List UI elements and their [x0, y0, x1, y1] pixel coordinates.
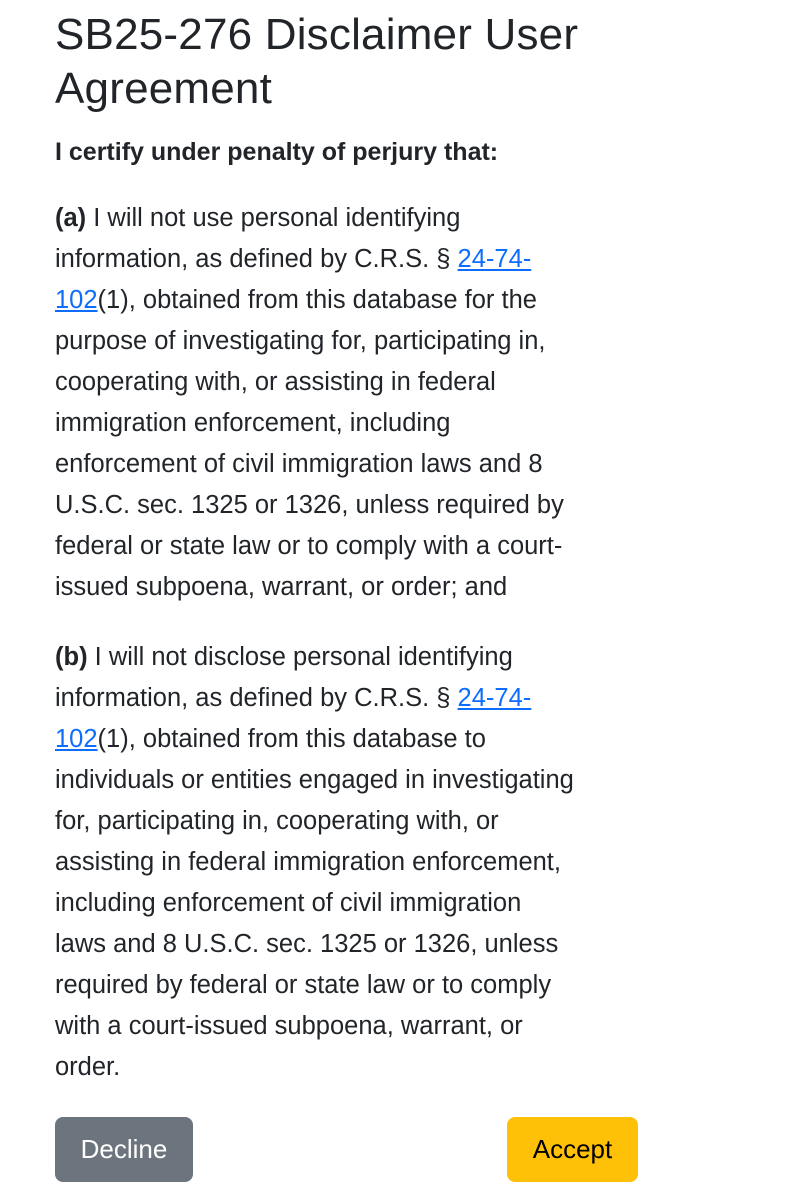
clause-line: U.S.C. sec. 1325 or 1326, unless required by	[55, 491, 564, 519]
page-title	[55, 8, 578, 116]
clause-line	[55, 678, 574, 719]
clause-line: purpose of investigating for, participating in,	[55, 327, 546, 355]
clause-text: I will not use personal identifying	[86, 204, 461, 232]
accept-button[interactable]: Accept	[507, 1117, 638, 1182]
crs-statute-link[interactable]: 24-74-	[457, 245, 532, 273]
clause-line: for, participating in, cooperating with, or	[55, 807, 499, 835]
title-line: Agreement	[55, 64, 273, 113]
clause-line: cooperating with, or assisting in federal	[55, 368, 496, 396]
clause-line: federal or state law or to comply with a court-	[55, 532, 563, 560]
clause-line: including enforcement of civil immigration	[55, 889, 522, 917]
clause-text: information, as defined by C.R.S. §	[55, 684, 458, 712]
clause-line: enforcement of civil immigration laws and 8	[55, 450, 543, 478]
clause-b	[55, 637, 574, 1088]
certification-lead: I certify under penalty of perjury that:	[55, 138, 499, 166]
clause-line	[55, 719, 574, 760]
crs-statute-link[interactable]: 24-74-	[457, 684, 532, 712]
clause-line: issued subpoena, warrant, or order; and	[55, 573, 508, 601]
clause-line: laws and 8 U.S.C. sec. 1325 or 1326, unless	[55, 930, 559, 958]
decline-button[interactable]: Decline	[55, 1117, 193, 1182]
clause-a	[55, 198, 564, 608]
clause-text: (1), obtained from this database to	[97, 725, 486, 753]
clause-text: information, as defined by C.R.S. §	[55, 245, 458, 273]
clause-label: (a)	[55, 204, 87, 232]
clause-line	[55, 198, 564, 239]
clause-line: immigration enforcement, including	[55, 409, 451, 437]
clause-text: (1), obtained from this database for the	[97, 286, 537, 314]
clause-line	[55, 239, 564, 280]
clause-line: required by federal or state law or to comply	[55, 971, 552, 999]
clause-line: order.	[55, 1053, 121, 1081]
clause-line	[55, 280, 564, 321]
title-line: SB25-276 Disclaimer User	[55, 10, 579, 59]
clause-line: assisting in federal immigration enforcement,	[55, 848, 561, 876]
clause-text: I will not disclose personal identifying	[87, 643, 513, 671]
clause-line	[55, 637, 574, 678]
crs-statute-link[interactable]: 102	[55, 286, 98, 314]
clause-line: individuals or entities engaged in investigating	[55, 766, 574, 794]
clause-line: with a court-issued subpoena, warrant, or	[55, 1012, 523, 1040]
clause-label: (b)	[55, 643, 88, 671]
crs-statute-link[interactable]: 102	[55, 725, 98, 753]
